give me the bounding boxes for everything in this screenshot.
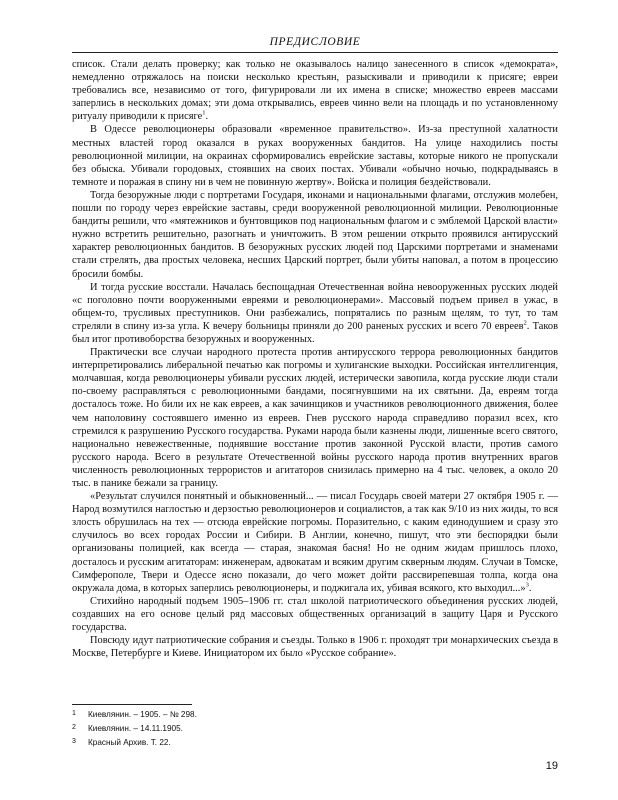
footnote-text: Красный Архив. Т. 22. <box>88 738 171 747</box>
footnotes <box>72 708 558 750</box>
footnote <box>72 722 558 736</box>
paragraph: «Результат случился понятный и обыкновенный... — писал Государь своей матери 27 октября 1905 г. — Народ возмутился наглостью и дерзостью революционеров и социалистов, а так как 9/10 из них жиды, то вся злость обрушилась на тех — отсюда еврейские погромы. Поразительно, с каким единодушием и сразу это случилось во всех городах России и Сибири. В Англии, конечно, пишут, что эти беспорядки были организованы полицией, как всегда — старая, знакомая басня! Но не одним жидам пришлось плохо, досталось и русским агитаторам: инженерам, адвокатам и всяким другим скверным людям. Случаи в Томске, Симферополе, Твери и Одессе ясно показали, до чего может дойти рассвирепевшая толпа, когда она окружала дома, в которых заперлись революционеры, и поджигала их, убивая всякого, кто выходил...»$^3$. <box>72 491 558 594</box>
paragraph: Стихийно народный подъем 1905–1906 гг. стал школой патриотического объединения русских людей, создавших на его основе целый ряд массовых общественных организаций в защиту Царя и Русского государства. <box>72 595 558 634</box>
footnote-number: 1 <box>72 710 76 717</box>
paragraph: Тогда безоружные люди с портретами Государя, иконами и национальными флагами, отслужив молебен, пошли по городу через еврейские заставы, среди вооруженной революционной милиции. Революционные бандиты решили, что «мятежников и бунтовщиков под национальным флагом и с эмблемой Царской власти» нужно встретить решительно, разогнать и уничтожить. В этом решении открыто проявился антирусский характер революционных бандитов. В безоружных русских людей под Царскими портретами и знаменами стали стрелять, два простых человека, несших Царский портрет, были убиты наповал, а потом в процессию бросили бомбы. <box>72 189 558 280</box>
paragraph: список. Стали делать проверку; как только не оказывалось налицо занесенного в список «демократа», немедленно отряжалось на поиски несколько крестьян, разыскивали и приводили к присяге; евреи требовались все, независимо от того, фигурировали ли их имена в списке; множество евреев массами заперлись в нескольких домах; эти дома открывались, евреев чинно вели на площадь и по установленному ритуалу приводили к присяге$^1$. <box>72 59 558 123</box>
footnote-text: Киевлянин. – 1905. – № 298. <box>88 710 197 719</box>
main-text <box>72 58 558 660</box>
footnote <box>72 708 558 722</box>
paragraph: И тогда русские восстали. Началась беспощадная Отечественная война невооруженных русских людей «с поголовно почти вооруженными евреями и революционерами». Массовый подъем привел в ужас, в общем-то, трусливых преступников. Они разбежались, попрятались по разным щелям, то тут, то там стреляли в спину из-за угла. К вечеру больницы приняли до 200 раненых русских и всего 70 евреев$^2$. Таков был итог противоборства безоружных и вооруженных. <box>72 281 558 345</box>
header-rule <box>72 52 558 53</box>
paragraph: В Одессе революционеры образовали «временное правительство». Из-за преступной халатности местных властей город оказался в руках вооруженных бандитов. На улице находились посты революционной милиции, на окраинах сформировались еврейские заставы, которые никого не пропускали без обыска. Убивали городовых, стоявших на своих постах. Убивали «обычно ночью, подкрадываясь в темноте и поражая в спину ни в чем не повинную жертву». Войска и полиция бездействовали. <box>72 124 558 188</box>
footnote-rule <box>72 704 192 705</box>
footnote-ref[interactable]: 2 <box>523 319 527 327</box>
footnote-number: 3 <box>72 738 76 745</box>
footnote-text: Киевлянин. – 14.11.1905. <box>88 724 183 733</box>
footnote <box>72 736 558 750</box>
paragraph: Повсюду идут патриотические собрания и съезды. Только в 1906 г. проходят три монархических съезда в Москве, Петербурге и Киеве. Инициатором их было «Русское собрание». <box>72 635 558 660</box>
footnote-ref[interactable]: 3 <box>525 581 529 589</box>
running-header: ПРЕДИСЛОВИЕ <box>269 36 361 48</box>
page-number: 19 <box>545 760 558 772</box>
footnote-ref[interactable]: 1 <box>202 109 206 117</box>
footnote-number: 2 <box>72 724 76 731</box>
paragraph: Практически все случаи народного протеста против антирусского террора революционных бандитов интерпретировались либеральной печатью как погромы и хулиганские выходки. Российская интеллигенция, молчавшая, когда революционеры убивали русских людей, истерически завопила, когда русские люди стали по-своему расправляться с революционными бандами, посягнувшими на их святыни. Да, евреям тогда досталось тоже. Но били их не как евреев, а как зачинщиков и участников революционного движения, более чем наполовину состоявшего именно из евреев. Гнев русского народа справедливо поразил всех, кто стремился к разрушению Русского государства. Руками народа были казнены люди, лишенные всего святого, национально невежественные, поднявшие восстание против законной Русской власти, против самого русского народа. Всего в результате Отечественной войны русского народа против внутренних врагов численность революционных террористов и агитаторов снизилась примерно на 4 тыс. человек, а около 20 тыс. в панике бежали за границу. <box>72 347 558 489</box>
